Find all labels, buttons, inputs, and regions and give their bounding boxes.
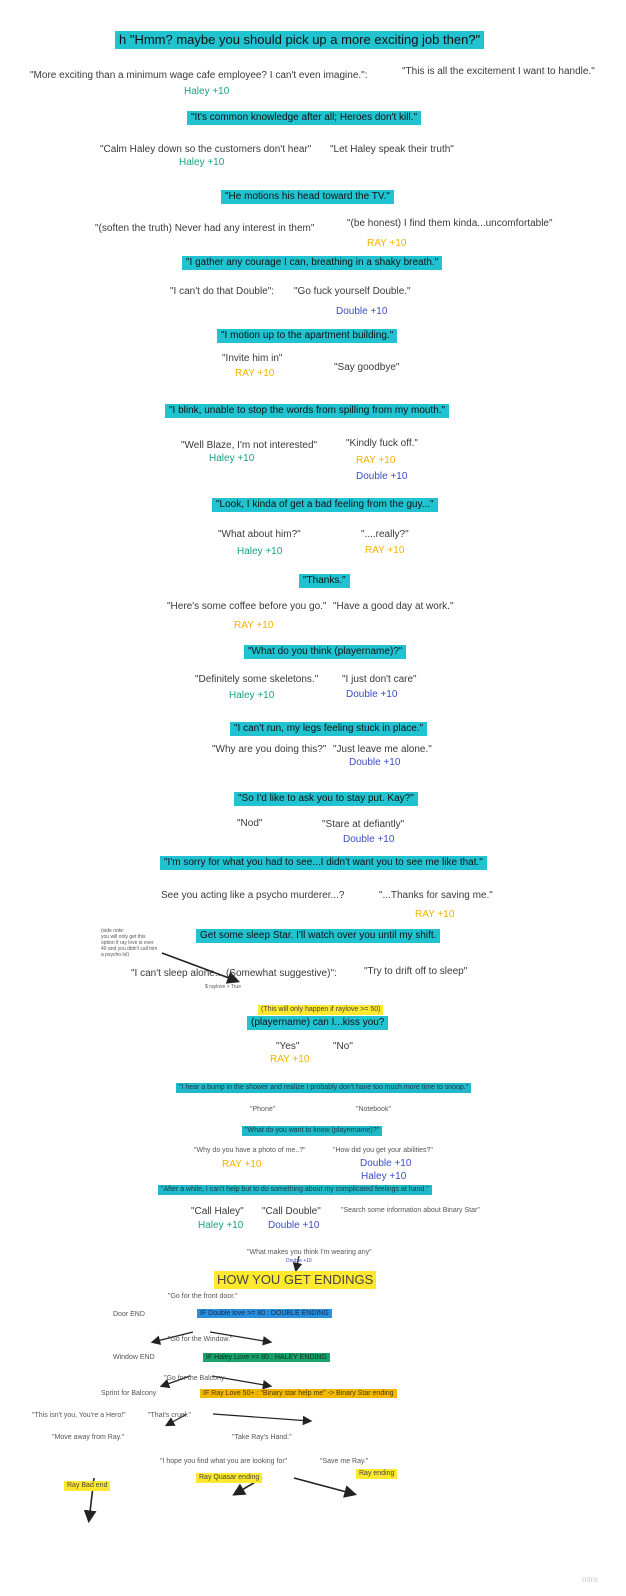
dialogue-node-12: "I'm sorry for what you had to see...I didn't want you to see me like that." — [160, 856, 487, 870]
dialogue-node-7: "Look, I kinda of get a bad feeling from the guy..." — [212, 498, 438, 512]
choice-1b: "This is all the excitement I want to handle." — [402, 66, 595, 77]
choice-14a: "Yes" — [276, 1041, 300, 1052]
effect-7a: Haley +10 — [237, 546, 283, 557]
dialogue-node-16: "What do you want to know (playername)?" — [242, 1126, 382, 1136]
dialogue-node-9: "What do you think (playername)?" — [244, 645, 406, 659]
choice-9a: "Definitely some skeletons." — [195, 674, 319, 685]
arrow-save-me — [294, 1478, 354, 1494]
ray-ending: Ray ending — [356, 1469, 397, 1479]
effect-6b-double: Double +10 — [356, 471, 408, 482]
ray-binary-condition: IF Ray Love 50+ : "Binary star help me" -> Binary Star ending — [200, 1389, 397, 1398]
effect-6a: Haley +10 — [209, 453, 255, 464]
effect-17b: Double +10 — [268, 1220, 320, 1231]
effect-7b: RAY +10 — [365, 545, 405, 556]
dialogue-node-17: "After a while, I can't help but to do something about my complicated feelings at hand." — [158, 1185, 432, 1195]
choice-17c: "Search some information about Binary Star" — [341, 1207, 480, 1214]
dialogue-node-8: "Thanks." — [299, 574, 350, 588]
choice-14b: "No" — [333, 1041, 353, 1052]
save-me-choice: "Save me Ray." — [320, 1458, 369, 1465]
effect-10b: Double +10 — [349, 757, 401, 768]
window-end: Window END — [113, 1354, 155, 1361]
effect-4b: Double +10 — [336, 306, 388, 317]
choice-13b: "Try to drift off to sleep" — [364, 966, 468, 977]
choice-16a: "Why do you have a photo of me..?" — [194, 1147, 306, 1154]
effect-11b: Double +10 — [343, 834, 395, 845]
choice-2b: "Let Haley speak their truth" — [330, 144, 454, 155]
choice-11b: "Stare at defiantly" — [322, 819, 405, 830]
choice-1a: "More exciting than a minimum wage cafe employee? I can't even imagine.": — [30, 70, 368, 81]
miro-watermark: miro — [582, 1575, 598, 1584]
choice-5a: "Invite him in" — [222, 353, 283, 364]
choice-4b: "Go fuck yourself Double." — [294, 286, 411, 297]
choice-3a: "(soften the truth) Never had any interest in them" — [95, 223, 315, 234]
move-away-choice: "Move away from Ray." — [52, 1434, 125, 1441]
effect-14a: RAY +10 — [270, 1054, 310, 1065]
choice-4a: "I can't do that Double": — [170, 286, 275, 297]
choice-10b: "Just leave me alone." — [333, 744, 432, 755]
choice-16b: "How did you get your abilities?" — [333, 1147, 433, 1154]
choice-17b: "Call Double" — [262, 1206, 321, 1217]
choice-6a: "Well Blaze, I'm not interested" — [181, 440, 318, 451]
double-ending-condition: IF Double love >= 80 : DOUBLE ENDING — [197, 1309, 332, 1318]
effect-16b-haley: Haley +10 — [361, 1171, 407, 1182]
choice-11a: "Nod" — [237, 818, 263, 829]
balcony-choice: "Go for the Balcony — [164, 1375, 225, 1382]
choice-8a: "Here's some coffee before you go." — [167, 601, 327, 612]
dialogue-node-1: h "Hmm? maybe you should pick up a more exciting job then?" — [115, 31, 484, 49]
choice-2a: "Calm Haley down so the customers don't hear" — [100, 144, 312, 155]
choice-13a: "I can't sleep alone... (Somewhat suggestive)": — [131, 968, 337, 979]
effect-8a: RAY +10 — [234, 620, 274, 631]
effect-6b-ray: RAY +10 — [356, 455, 396, 466]
side-note-line: you will only get this — [101, 934, 146, 940]
side-note — [101, 928, 157, 958]
dialogue-node-2: "It's common knowledge after all; Heroes don't kill." — [187, 111, 421, 125]
choice-15b: "Notebook" — [356, 1106, 391, 1113]
front-door-choice: "Go for the front door." — [168, 1293, 238, 1300]
cruel-choice: "That's cruel." — [148, 1412, 191, 1419]
effect-9b: Double +10 — [346, 689, 398, 700]
choice-12a: See you acting like a psycho murderer...? — [161, 890, 345, 901]
side-note-line: option if ray love is over — [101, 940, 154, 946]
not-hero-choice: "This isn't you, You're a Hero!" — [32, 1412, 126, 1419]
dialogue-node-15: "I hear a bump in the shower and realize I probably don't have too much more time to snoop." — [176, 1083, 471, 1093]
choice-7a: "What about him?" — [218, 529, 301, 540]
choice-12b: "...Thanks for saving me." — [379, 890, 493, 901]
effect-17a: Haley +10 — [198, 1220, 244, 1231]
door-end: Door END — [113, 1311, 145, 1318]
choice-8b: "Have a good day at work." — [333, 601, 454, 612]
choice-5b: "Say goodbye" — [334, 362, 400, 373]
side-note-line: (side note: — [101, 928, 125, 934]
side-note-line: 40 and you didn't call him — [101, 946, 158, 952]
choice-9b: "I just don't care" — [342, 674, 417, 685]
haley-ending-condition: IF Haley Love >= 80 : HALEY ENDING — [203, 1353, 330, 1362]
condition-14: (This will only happen if raylove >= 50) — [258, 1005, 383, 1015]
choice-6b: "Kindly fuck off." — [346, 438, 418, 449]
window-choice: "Go for the Window." — [168, 1336, 233, 1343]
dialogue-node-11: "So I'd like to ask you to stay put. Kay?" — [234, 792, 418, 806]
effect-5a: RAY +10 — [235, 368, 275, 379]
endings-title: HOW YOU GET ENDINGS — [214, 1271, 376, 1289]
sprint-balcony: Sprint for Balcony — [101, 1390, 157, 1397]
choice-3b: "(be honest) I find them kinda...uncomfortable" — [347, 218, 553, 229]
effect-16b-double: Double +10 — [360, 1158, 412, 1169]
choice-15a: "Phone" — [250, 1106, 276, 1113]
side-note-line: a psycho lol) — [101, 952, 130, 958]
effect-1a: Haley +10 — [184, 86, 230, 97]
choice-10a: "Why are you doing this?" — [212, 744, 327, 755]
effect-16a: RAY +10 — [222, 1159, 262, 1170]
dialogue-node-4: "I gather any courage I can, breathing in a shaky breath." — [182, 256, 442, 270]
dialogue-node-10: "I can't run, my legs feeling stuck in place." — [230, 722, 427, 736]
effect-2a: Haley +10 — [179, 157, 225, 168]
dialogue-node-6: "I blink, unable to stop the words from spilling from my mouth." — [165, 404, 449, 418]
effect-17d: Double +10 — [286, 1258, 312, 1264]
dialogue-node-5: "I motion up to the apartment building." — [217, 329, 397, 343]
choice-7b: "....really?" — [361, 529, 409, 540]
choice-17a: "Call Haley" — [191, 1206, 244, 1217]
hope-find-choice: "I hope you find what you are looking for" — [160, 1458, 288, 1465]
dialogue-node-3: "He motions his head toward the TV." — [221, 190, 394, 204]
effect-12b: RAY +10 — [415, 909, 455, 920]
dialogue-node-14: (playername) can I...kiss you? — [247, 1016, 388, 1030]
ray-quasar-ending: Ray Quasar ending — [196, 1473, 262, 1483]
choice-17d: "What makes you think I'm wearing any" — [247, 1249, 372, 1256]
take-hand-choice: "Take Ray's Hand." — [232, 1434, 292, 1441]
ray-bad-end: Ray Bad end — [64, 1481, 110, 1491]
effect-9a: Haley +10 — [229, 690, 275, 701]
arrow-ray-binary — [213, 1414, 310, 1421]
condition-13a: $ raylove > True — [205, 984, 241, 990]
effect-3b: RAY +10 — [367, 238, 407, 249]
dialogue-node-13: Get some sleep Star. I'll watch over you until my shift. — [196, 929, 440, 943]
